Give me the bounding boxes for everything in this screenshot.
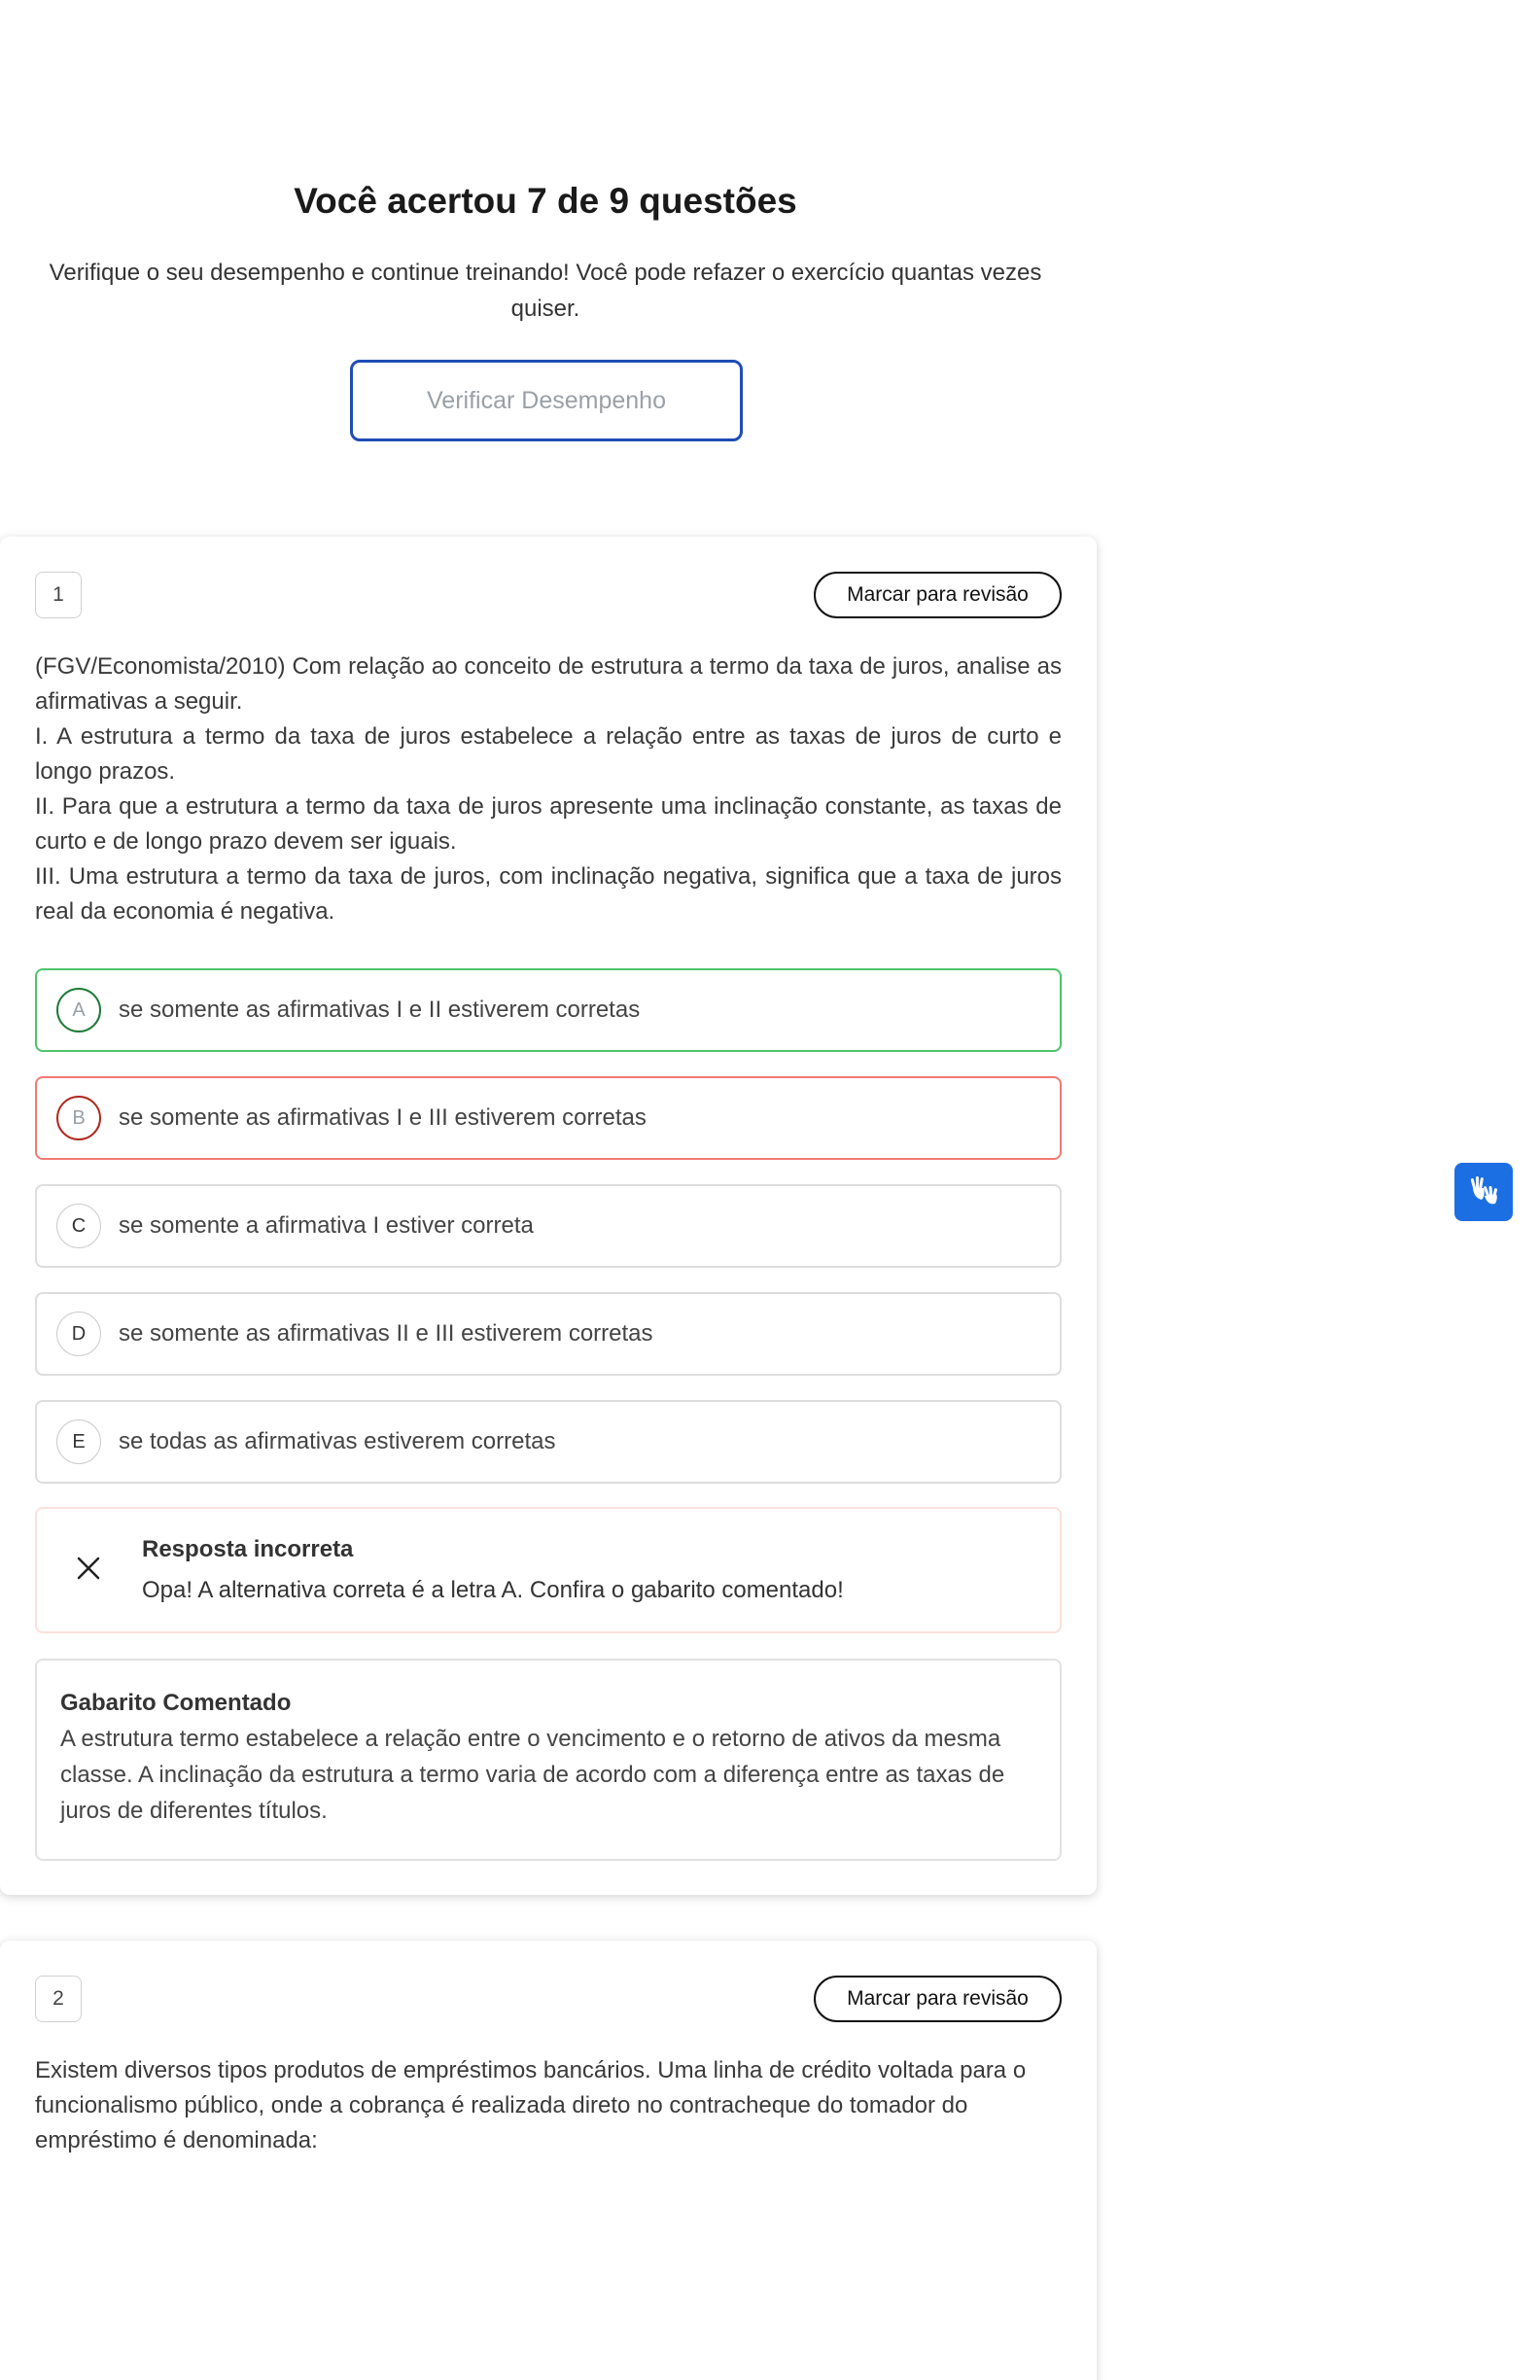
option-text: se somente as afirmativas I e II estiverem corretas xyxy=(119,997,641,1023)
option-text: se somente as afirmativas II e III estiverem corretas xyxy=(119,1320,653,1347)
question-card-1 xyxy=(0,537,1097,1895)
option-a[interactable] xyxy=(35,968,1062,1052)
question-number: 2 xyxy=(35,1976,82,2022)
result-title: Você acertou 7 de 9 questões xyxy=(294,181,797,221)
option-letter: D xyxy=(56,1312,101,1356)
explanation-title: Gabarito Comentado xyxy=(60,1690,292,1716)
check-performance-button[interactable]: Verificar Desempenho xyxy=(350,360,743,441)
question-number: 1 xyxy=(35,572,82,618)
option-letter: E xyxy=(56,1419,101,1464)
option-b[interactable] xyxy=(35,1076,1062,1160)
option-text: se somente as afirmativas I e III estiverem corretas xyxy=(119,1104,647,1131)
sign-language-button[interactable] xyxy=(1454,1163,1513,1221)
option-letter: C xyxy=(56,1204,101,1248)
question-card-2 xyxy=(0,1941,1097,2380)
statement-paragraph: (FGV/Economista/2010) Com relação ao conceito de estrutura a termo da taxa de juros, analise as afirmativas a seguir. xyxy=(35,653,1062,715)
option-text: se somente a afirmativa I estiver correta xyxy=(119,1212,534,1239)
option-letter: B xyxy=(56,1096,101,1140)
answer-options xyxy=(35,968,1062,1508)
statement-paragraph: I. A estrutura a termo da taxa de juros estabelece a relação entre as taxas de juros de curto e longo prazos. xyxy=(35,723,1062,785)
option-c[interactable] xyxy=(35,1184,1062,1268)
statement-paragraph: III. Uma estrutura a termo da taxa de juros, com inclinação negativa, significa que a taxa de juros real da economia é negativa. xyxy=(35,863,1062,925)
feedback-text: Opa! A alternativa correta é a letra A. Confira o gabarito comentado! xyxy=(142,1577,844,1603)
close-icon xyxy=(74,1554,107,1587)
mark-for-review-button[interactable]: Marcar para revisão xyxy=(814,572,1062,618)
sign-language-icon xyxy=(1464,1171,1503,1214)
question-statement: Existem diversos tipos produtos de empréstimos bancários. Uma linha de crédito voltada para o funcionalismo público, onde a cobrança é realizada direto no contracheque do tomador do empréstimo é denominada: xyxy=(35,2057,1027,2153)
answer-explanation xyxy=(35,1659,1062,1861)
feedback-title: Resposta incorreta xyxy=(142,1536,354,1562)
option-text: se todas as afirmativas estiverem corretas xyxy=(119,1428,556,1454)
option-e[interactable] xyxy=(35,1400,1062,1484)
result-description: Verifique o seu desempenho e continue treinando! Você pode refazer o exercício quantas vezes quiser. xyxy=(49,260,1042,322)
option-d[interactable] xyxy=(35,1292,1062,1376)
question-statement xyxy=(35,649,1062,929)
explanation-text: A estrutura termo estabelece a relação entre o vencimento e o retorno de ativos da mesma classe. A inclinação da estrutura a termo varia de acordo com a diferença entre as taxas de juros de diferentes títulos. xyxy=(60,1726,1005,1824)
statement-paragraph: II. Para que a estrutura a termo da taxa de juros apresente uma inclinação constante, as taxas de curto e de longo prazo devem ser iguais. xyxy=(35,793,1062,855)
mark-for-review-button[interactable]: Marcar para revisão xyxy=(814,1976,1062,2022)
incorrect-answer-feedback xyxy=(35,1507,1062,1633)
option-letter: A xyxy=(56,988,101,1032)
